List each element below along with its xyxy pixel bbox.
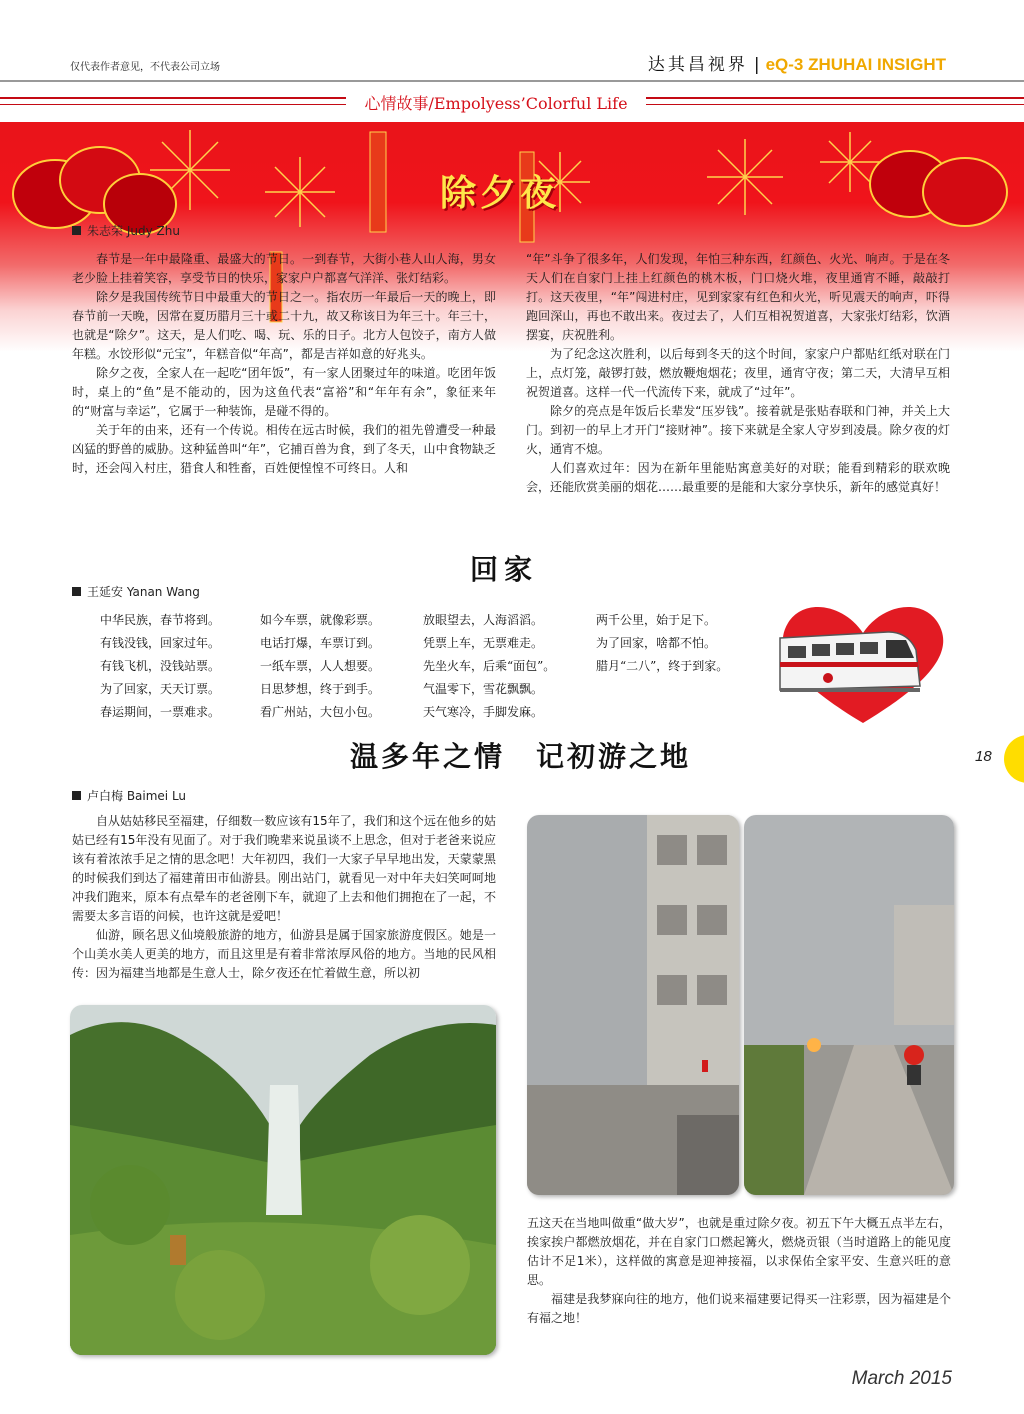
article-title-travel: 温多年之情 记初游之地 [350,740,692,773]
paragraph: “年”斗争了很多年，人们发现，年怕三种东西，红颜色、火光、响声。于是在冬天人们在自家门上挂上红颜色的桃木板，门口烧火堆，夜里通宵不睡，敲敲打打。这天夜里，“年”闯进村庄，见到家家有红色和火光，听见震天的响声，吓得跑回深山，再也不敢出来。夜过去了，人们互相祝贺道喜，大家张灯结彩，饮酒摆宴，庆祝胜利。 [526,252,950,342]
poem-line: 电话打爆，车票订到。 [260,636,381,650]
paragraph: 自从姑姑移民至福建，仔细数一数应该有15年了，我们和这个远在他乡的姑姑已经有15年没有见面了。对于我们晚辈来说虽谈不上思念，但对于老爸来说应该有着浓浓手足之情的思念吧！大年初四，我们一大家子早早地出发，天蒙蒙黑的时候我们到达了福建莆田市仙游县。刚出站门，就看见一对中年夫妇笑呵呵地冲我们跑来，原本有点晕车的老爸刚下车，就迎了上去和他们拥抱在了一起，不需要太多言语的问候，也许这就是爱吧！ [72,814,496,923]
byline-text: 卢白梅 Baimei Lu [87,789,187,803]
byline-marker [72,226,81,235]
byline-article1 [72,222,180,239]
byline-marker [72,587,81,596]
article1-left-column [72,250,496,478]
paragraph: 仙游，顾名思义仙境般旅游的地方，仙游县是属于国家旅游度假区。她是一个山美水美人更美的地方，而且这里是有着非常浓厚风俗的地方。当地的民风相传：因为福建当地都是生意人士，除夕夜还在忙着做生意，所以初 [72,928,496,980]
street-smoke-photo-left [527,815,739,1195]
poem-line: 凭票上车，无票难走。 [423,636,544,650]
poem-line: 为了回家，天天订票。 [100,682,221,696]
masthead-chinese: 达其昌视界 [647,55,748,75]
paragraph: 人们喜欢过年：因为在新年里能贴寓意美好的对联；能看到精彩的联欢晚会，还能欣赏美丽的烟花……最重要的是能和大家分享快乐，新年的感觉真好！ [526,461,950,494]
poem-line: 一纸车票，人人想要。 [260,659,381,673]
masthead-english: eQ-3 ZHUHAI INSIGHT [765,55,946,74]
section-label: 心情故事/Empolyess’Colorful Life [346,92,646,116]
byline-article2 [72,583,200,600]
poem-line: 有钱没钱，回家过年。 [100,636,221,650]
page-number-marker [1004,735,1024,783]
byline-text: 朱志荣 Judy Zhu [87,224,180,238]
paragraph: 除夕的亮点是年饭后长辈发“压岁钱”。接着就是张贴春联和门神，并关上大门。到初一的早上才开门“接财神”。接下来就是全家人守岁到凌晨。除夕夜的灯火，通宵不熄。 [526,404,950,456]
header-divider [0,80,1024,82]
poem-line: 春运期间，一票难求。 [100,705,221,719]
paragraph: 除夕之夜，全家人在一起吃“团年饭”，有一家人团聚过年的味道。吃团年饭时，桌上的“鱼”是不能动的，因为这鱼代表“富裕”和“年年有余”，象征来年的“财富与幸运”，它属于一种装饰，是碰不得的。 [72,366,496,418]
poem-line: 放眼望去，人海滔滔。 [423,613,544,627]
article-title-chuxi: 除夕夜 [440,172,561,214]
poem-line: 看广州站，大包小包。 [260,705,381,719]
paragraph: 五这天在当地叫做重“做大岁”，也就是重过除夕夜。初五下午大概五点半左右，挨家挨户都燃放烟花，并在自家门口燃起篝火，燃烧贡银（当时道路上的能见度估计不足1米），这样做的寓意是迎神接福，以求保佑全家平安、生意兴旺的意思。 [527,1216,951,1287]
article1-right-column [526,250,950,497]
paragraph: 为了纪念这次胜利，以后每到冬天的这个时间，家家户户都贴红纸对联在门上，点灯笼，敲锣打鼓，燃放鞭炮烟花；夜里，通宵守夜；第二天，大清早互相祝贺道喜。这样一代一代流传下来，就成了“过年”。 [526,347,950,399]
train-icon [780,632,920,692]
street-smoke-photo-right [744,815,954,1195]
poem-line: 天气寒冷，手脚发麻。 [423,705,544,719]
poem-line: 有钱飞机，没钱站票。 [100,659,221,673]
paragraph: 春节是一年中最隆重、最盛大的节日。一到春节，大街小巷人山人海，男女老少脸上挂着笑容，享受节日的快乐，家家户户都喜气洋洋、张灯结彩。 [72,252,496,285]
article3-right-column [527,1214,951,1328]
disclaimer: 仅代表作者意见，不代表公司立场 [70,62,220,73]
paragraph: 福建是我梦寐向往的地方，他们说来福建要记得买一注彩票，因为福建是个有福之地！ [527,1292,951,1325]
poem-line: 腊月“二八”，终于到家。 [596,659,729,673]
poem-line: 日思梦想，终于到手。 [260,682,381,696]
poem-line: 两千公里，始于足下。 [596,613,717,627]
masthead-separator: | [753,55,760,75]
byline-marker [72,791,81,800]
poem-line: 气温零下，雪花飘飘。 [423,682,544,696]
page-number: 18 [975,748,992,765]
poem-line: 为了回家，啥都不怕。 [596,636,717,650]
poem-line: 如今车票，就像彩票。 [260,613,381,627]
article3-left-column [72,812,496,983]
poem-line: 中华民族，春节将到。 [100,613,221,627]
heart-train-illustration [768,598,958,728]
poem-line: 先坐火车，后乘“面包”。 [423,659,556,673]
byline-article3 [72,787,186,804]
waterfall-photo [70,1005,496,1355]
issue-date: March 2015 [851,1368,952,1389]
byline-text: 王延安 Yanan Wang [87,585,200,599]
masthead [648,50,946,75]
paragraph: 关于年的由来，还有一个传说。相传在远古时候，我们的祖先曾遭受一种最凶猛的野兽的威胁。这种猛兽叫“年”，它捕百兽为食，到了冬天，山中食物缺乏时，还会闯入村庄，猎食人和牲畜，百姓便惶惶不可终日。人和 [72,423,496,475]
paragraph: 除夕是我国传统节日中最重大的节日之一。指农历一年最后一天的晚上，即春节前一天晚，因常在夏历腊月三十或二十九，故又称该日为年三十。年三十，也就是“除夕”。这天，是人们吃、喝、玩、乐的日子。北方人包饺子，南方人做年糕。水饺形似“元宝”，年糕音似“年高”，都是吉祥如意的好兆头。 [72,290,496,361]
article-title-huijia: 回家 [470,553,539,586]
